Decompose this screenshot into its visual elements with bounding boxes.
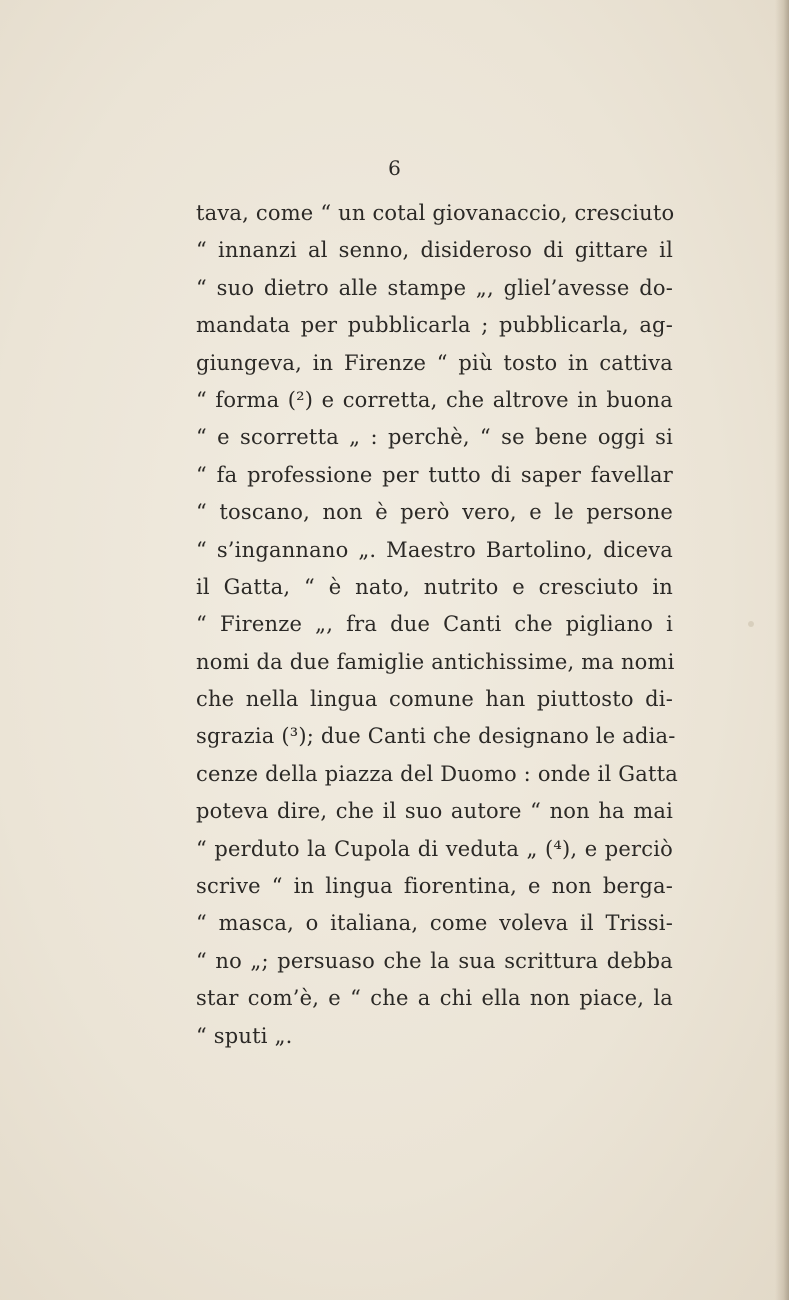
text-line: il Gatta, “ è nato, nutrito e cresciuto in	[196, 574, 673, 599]
text-line: “ fa professione per tutto di saper favellar	[196, 462, 673, 487]
text-line: “ masca, o italiana, come voleva il Trissi-	[196, 911, 673, 936]
text-line: “ perduto la Cupola di veduta „ (⁴), e perciò	[196, 836, 673, 861]
text-line: “ no „; persuaso che la sua scrittura debba	[196, 948, 673, 973]
text-line: “ forma (²) e corretta, che altrove in buona	[196, 387, 673, 412]
page-number: 6	[388, 156, 401, 180]
text-line: sgrazia (³); due Canti che designano le adia-	[196, 724, 676, 749]
text-line: “ innanzi al senno, disideroso di gittare il	[196, 238, 673, 263]
text-line: star com’è, e “ che a chi ella non piace, la	[196, 986, 673, 1011]
text-line: “ suo dietro alle stampe „, gliel’avesse do-	[196, 275, 673, 300]
text-line: giungeva, in Firenze “ più tosto in cattiva	[196, 350, 673, 375]
text-line: mandata per pubblicarla ; pubblicarla, ag-	[196, 313, 673, 338]
text-line: “ sputi „.	[196, 1023, 293, 1048]
text-line: poteva dire, che il suo autore “ non ha mai	[196, 799, 673, 824]
text-line: cenze della piazza del Duomo : onde il Gatta	[196, 761, 678, 786]
text-line: “ toscano, non è però vero, e le persone	[196, 500, 673, 525]
paper-spot	[748, 621, 754, 627]
page-edge-shadow	[775, 0, 789, 1300]
text-line: scrive “ in lingua fiorentina, e non berga-	[196, 874, 673, 899]
text-line: “ e scorretta „ : perchè, “ se bene oggi si	[196, 425, 673, 450]
text-line: nomi da due famiglie antichissime, ma nomi	[196, 649, 675, 674]
text-line: “ s’ingannano „. Maestro Bartolino, diceva	[196, 537, 673, 562]
body-text	[196, 195, 678, 1055]
text-line: tava, come “ un cotal giovanaccio, cresciuto	[196, 201, 675, 225]
text-line: che nella lingua comune han piuttosto di-	[196, 687, 673, 712]
text-line: “ Firenze „, fra due Canti che pigliano i	[196, 612, 673, 637]
